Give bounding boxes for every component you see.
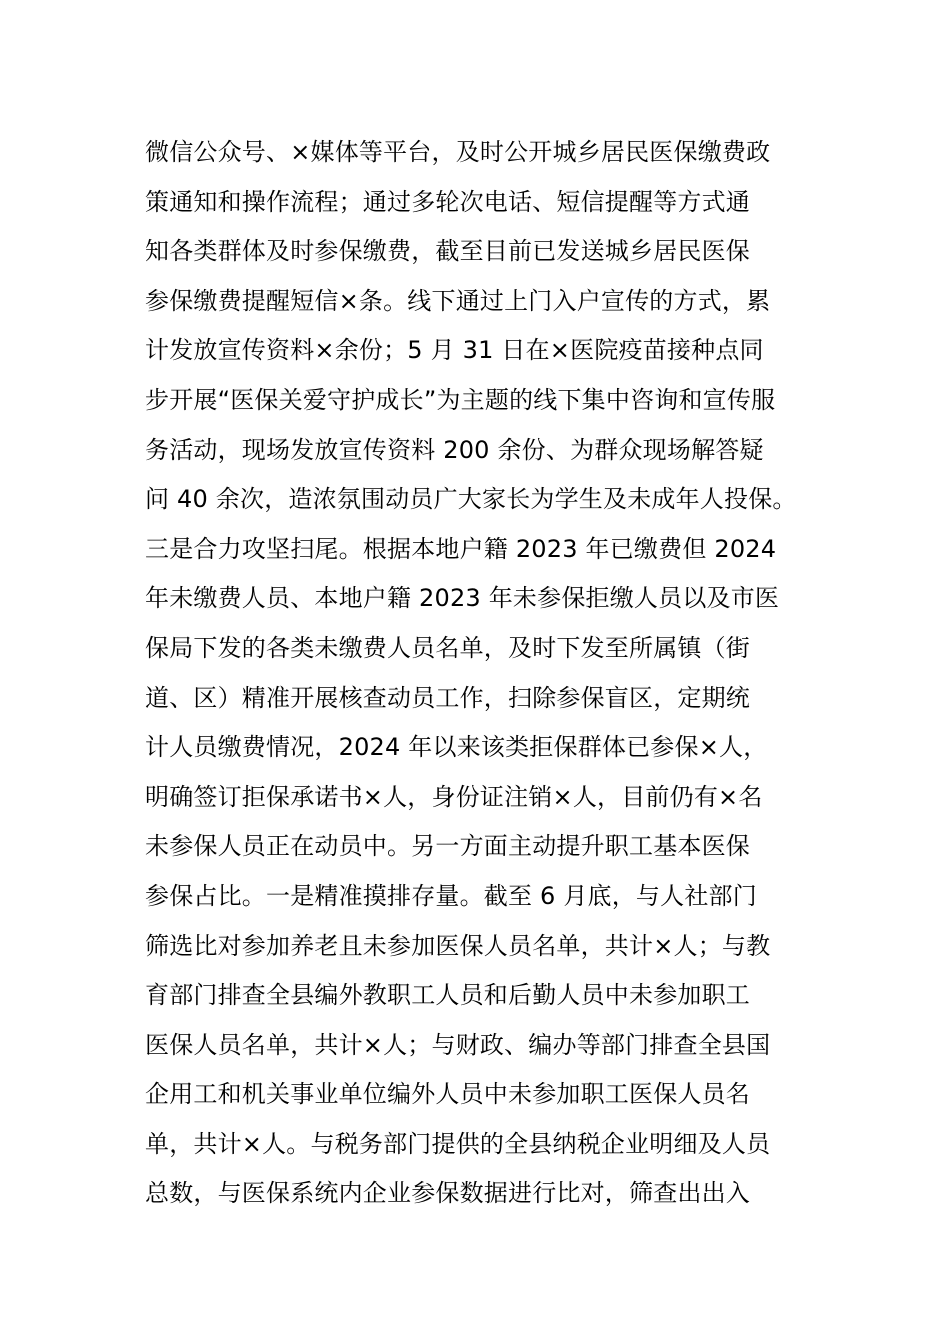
text-line: 医保人员名单，共计×人；与财政、编办等部门排查全县国 [145, 1030, 771, 1059]
text-line: 总数，与医保系统内企业参保数据进行比对，筛查出出入 [145, 1179, 750, 1208]
text-line: 未参保人员正在动员中。另一方面主动提升职工基本医保 [145, 832, 750, 861]
text-line: 保局下发的各类未缴费人员名单，及时下发至所属镇（街 [145, 633, 750, 662]
text-line: 育部门排查全县编外教职工人员和后勤人员中未参加职工 [145, 981, 750, 1010]
text-line: 企用工和机关事业单位编外人员中未参加职工医保人员名 [145, 1080, 750, 1109]
text-line: 三是合力攻坚扫尾。根据本地户籍 2023 年已缴费但 2024 [145, 534, 777, 563]
text-line: 参保缴费提醒短信×条。线下通过上门入户宣传的方式，累 [145, 286, 771, 315]
text-line: 问 40 余次，造浓氛围动员广大家长为学生及未成年人投保。 [145, 485, 797, 514]
text-line: 计发放宣传资料×余份；5 月 31 日在×医院疫苗接种点同 [145, 336, 764, 365]
text-line: 步开展“医保关爱守护成长”为主题的线下集中咨询和宣传服 [145, 385, 776, 414]
text-line: 单，共计×人。与税务部门提供的全县纳税企业明细及人员 [145, 1129, 771, 1158]
text-line: 微信公众号、×媒体等平台，及时公开城乡居民医保缴费政 [145, 138, 771, 166]
text-line: 道、区）精准开展核查动员工作，扫除参保盲区，定期统 [145, 683, 750, 712]
text-line: 明确签订拒保承诺书×人，身份证注销×人，目前仍有×名 [145, 782, 763, 811]
text-line: 知各类群体及时参保缴费，截至目前已发送城乡居民医保 [145, 237, 750, 266]
text-line: 务活动，现场发放宣传资料 200 余份、为群众现场解答疑 [145, 435, 764, 464]
text-line: 策通知和操作流程；通过多轮次电话、短信提醒等方式通 [145, 187, 750, 216]
text-line: 参保占比。一是精准摸排存量。截至 6 月底，与人社部门 [145, 881, 757, 910]
body-text [145, 128, 825, 1219]
text-line: 筛选比对参加养老且未参加医保人员名单，共计×人；与教 [145, 931, 771, 960]
text-line: 计人员缴费情况，2024 年以来该类拒保群体已参保×人， [145, 733, 768, 762]
text-line: 年未缴费人员、本地户籍 2023 年未参保拒缴人员以及市医 [145, 584, 780, 613]
